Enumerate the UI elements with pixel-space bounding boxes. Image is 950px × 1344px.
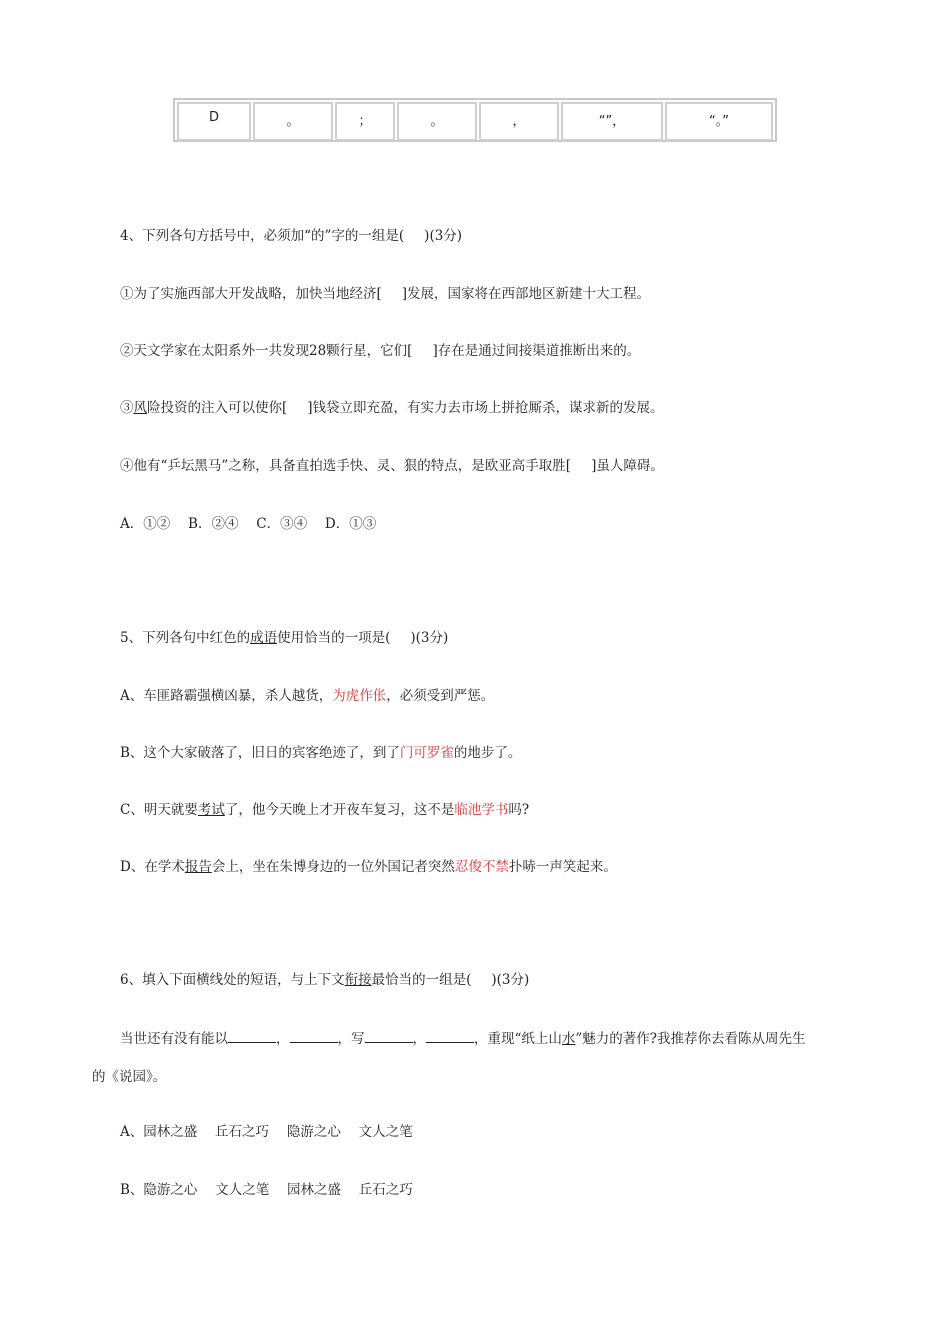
q4-s3-num: ③ [120, 400, 134, 416]
q5-b-text: B、这个大家破落了，旧日的宾客绝迹了，到了 [120, 745, 400, 761]
q5-option-d [120, 857, 617, 877]
q4-stem-text: 4、下列各句方括号中，必须加“的”字的一组是( [120, 228, 405, 244]
answer-table [173, 98, 777, 142]
q5-b-end: 的地步了。 [453, 745, 522, 761]
q5-c-underlined: 考试 [197, 802, 225, 818]
q6-option-a: A、园林之盛 丘石之巧 隐游之心 文人之笔 [120, 1124, 413, 1140]
q6-p2: ， [276, 1031, 290, 1047]
table-cell: D [177, 102, 251, 141]
fill-blank[interactable] [426, 1028, 474, 1043]
q5-d-end: 扑哧一声笑起来。 [508, 859, 617, 875]
q5-c-mid: 了，他今天晚上才开夜车复习，这不是 [224, 802, 455, 818]
q5-c-idiom: 临池学书 [454, 802, 509, 818]
q4-s4-b: ]虽人障碍。 [591, 458, 664, 474]
q4-s3-b: ]钱袋立即充盈，有实力去市场上拼抢厮杀，谋求新的发展。 [307, 400, 664, 416]
q5-option-a [120, 686, 494, 706]
table-cell: “”， [561, 102, 663, 141]
q6-passage-line-1 [120, 1028, 806, 1049]
q4-s3-a: 险投资的注入可以使你[ [147, 400, 288, 416]
q5-b-idiom: 门可罗雀 [399, 745, 454, 761]
q6-stem-score: )(3分) [491, 972, 530, 988]
q4-s2-a: ②天文学家在太阳系外一共发现28颗行星，它们[ [120, 343, 413, 359]
fill-blank[interactable] [290, 1028, 338, 1043]
q6-p5-underlined: 水 [561, 1031, 576, 1047]
q4-stem [120, 226, 462, 246]
q6-stem-b: 最恰当的一组是( [371, 972, 472, 988]
fill-blank[interactable] [365, 1028, 413, 1043]
fill-blank[interactable] [228, 1028, 276, 1043]
q4-s1-a: ①为了实施西部大开发战略，加快当地经济[ [120, 286, 382, 302]
table-cell: ， [479, 102, 559, 141]
q5-d-idiom: 忍俊不禁 [454, 859, 509, 875]
q5-stem-b: 使用恰当的一项是( [277, 630, 391, 646]
q5-option-b [120, 743, 521, 763]
q4-sentence-3 [120, 398, 664, 418]
answer-table-grid [175, 100, 775, 143]
q4-sentence-4 [120, 456, 664, 476]
q4-s2-b: ]存在是通过间接渠道推断出来的。 [432, 343, 641, 359]
q6-stem-underlined: 衔接 [344, 972, 372, 988]
q5-stem-score: )(3分) [410, 630, 449, 646]
table-cell: 。 [397, 102, 477, 141]
table-cell: “。” [665, 102, 773, 141]
table-row [177, 102, 773, 141]
q4-stem-score: )(3分) [424, 228, 463, 244]
q6-stem [120, 970, 529, 990]
q5-a-idiom: 为虎作伥 [332, 688, 387, 704]
q4-sentence-2 [120, 341, 640, 361]
q6-p5: ，重现“纸上山 [474, 1031, 562, 1047]
q5-option-c [120, 800, 529, 820]
q4-s4-a: ④他有“乒坛黑马”之称，具备直拍选手快、灵、狠的特点，是欧亚高手取胜[ [120, 458, 572, 474]
q5-d-mid: 会上，坐在朱博身边的一位外国记者突然 [211, 859, 455, 875]
q6-option-b: B、隐游之心 文人之笔 园林之盛 丘石之巧 [120, 1182, 413, 1198]
table-cell: ； [335, 102, 395, 141]
q5-stem-a: 5、下列各句中红色的 [120, 630, 251, 646]
q5-c-end: 吗? [508, 802, 530, 818]
q4-s1-b: ]发展，国家将在西部地区新建十大工程。 [401, 286, 651, 302]
q6-p4: ， [412, 1031, 426, 1047]
q6-p6: ”魅力的著作?我推荐你去看陈从周先生 [575, 1031, 806, 1047]
q4-sentence-1 [120, 284, 650, 304]
q5-a-text: A、车匪路霸强横凶暴，杀人越货， [120, 688, 333, 704]
q5-d-text: D、在学术 [120, 859, 185, 875]
q6-p3: ，写 [337, 1031, 365, 1047]
q5-stem-underlined: 成语 [250, 630, 278, 646]
q5-d-underlined: 报告 [184, 859, 212, 875]
table-cell: 。 [253, 102, 333, 141]
q5-stem [120, 628, 448, 648]
q6-p1: 当世还有没有能以 [120, 1031, 228, 1047]
q6-stem-a: 6、填入下面横线处的短语，与上下文 [120, 972, 345, 988]
q5-a-end: ，必须受到严惩。 [386, 688, 495, 704]
q6-passage-line-2: 的《说园》。 [92, 1069, 167, 1085]
q5-c-text: C、明天就要 [120, 802, 198, 818]
q4-s3-underlined: 风 [133, 400, 147, 416]
q4-options: A．①② B．②④ C．③④ D．①③ [120, 516, 377, 532]
